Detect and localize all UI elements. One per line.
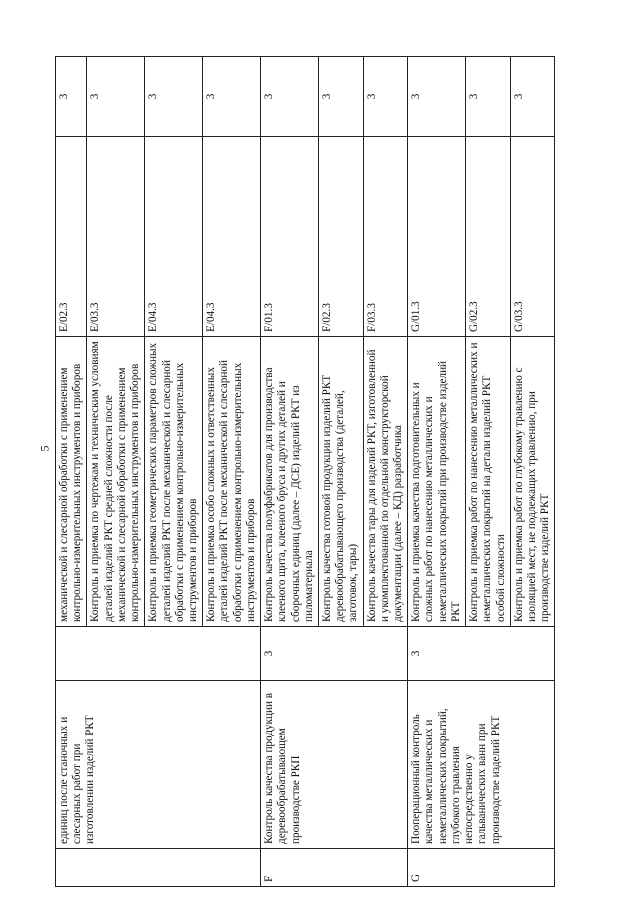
gf-name-cell: единиц после станочных и слесарных работ при изготовлении изделий РКТ xyxy=(56,681,261,849)
tf-name-cell: Контроль качества готовой продукции изделий РКТ деревообрабатывающего производства (деталей, заготовок, тары) xyxy=(318,337,363,627)
tf-name-cell: Контроль и приемка особо сложных и ответственных деталей изделий РКТ после механической и слесарной обработки с применением контрольно-измерительных инструментов и приборов xyxy=(203,337,261,627)
gf-level-cell: 3 xyxy=(408,627,555,681)
tf-code-cell: E/04.3 xyxy=(203,137,261,337)
gf-name-cell: Пооперационный контроль качества металлических и неметаллических покрытий, глубокого травления непосредственно у гальванических ванн при производстве изделий РКТ xyxy=(408,681,555,849)
gf-letter-cell: F xyxy=(261,849,408,887)
tf-name-cell: Контроль качества тары для изделий РКТ, изготовленной и укомплектованной по отдельной конструкторской документации (далее – КД) разработчика xyxy=(363,337,408,627)
tf-code-cell: E/02.3 xyxy=(56,137,87,337)
tf-name-cell: Контроль и приемка по чертежам и техническим условиям деталей изделий РКТ средней сложности после механической и слесарной обработки с применением контрольно-измерительных инструментов и приборов xyxy=(87,337,145,627)
tf-name-cell: Контроль качества полуфабрикатов для производства клееного щита, клееного бруса и других деталей и сборочных единиц (далее – ДСЕ) изделий РКТ из пиломатериала xyxy=(261,337,319,627)
tf-code-cell: G/02.3 xyxy=(466,137,511,337)
tf-name-cell: Контроль и приемка работ по глубокому травлению с изоляцией мест, не подлежащих травлению, при производстве изделий РКТ xyxy=(510,337,555,627)
tf-level-cell: 3 xyxy=(510,57,555,137)
tf-code-cell: G/03.3 xyxy=(510,137,555,337)
gf-name-cell: Контроль качества продукции в деревообрабатывающем производстве РКП xyxy=(261,681,408,849)
functions-table-rotated xyxy=(55,57,585,887)
tf-level-cell: 3 xyxy=(203,57,261,137)
table-row xyxy=(56,57,87,887)
tf-code-cell: F/02.3 xyxy=(318,137,363,337)
tf-code-cell: F/03.3 xyxy=(363,137,408,337)
tf-name-cell: Контроль и приемка работ по нанесению металлических и неметаллических покрытий на детали изделий РКТ особой сложности xyxy=(466,337,511,627)
tf-level-cell: 3 xyxy=(145,57,203,137)
tf-level-cell: 3 xyxy=(318,57,363,137)
tf-level-cell: 3 xyxy=(466,57,511,137)
tf-name-cell: Контроль и приемка качества подготовительных и сложных работ по нанесению металлических и неметаллических покрытий при производстве изделий РКТ xyxy=(408,337,466,627)
tf-level-cell: 3 xyxy=(408,57,466,137)
gf-letter-cell xyxy=(56,849,261,887)
tf-code-cell: G/01.3 xyxy=(408,137,466,337)
page-number: 5 xyxy=(37,445,52,452)
tf-level-cell: 3 xyxy=(87,57,145,137)
tf-level-cell: 3 xyxy=(261,57,319,137)
tf-code-cell: E/04.3 xyxy=(145,137,203,337)
gf-letter-cell: G xyxy=(408,849,555,887)
table-row xyxy=(261,57,319,887)
tf-code-cell: E/03.3 xyxy=(87,137,145,337)
tf-name-cell: Контроль и приемка геометрических параметров сложных деталей изделий РКТ после механической и слесарной обработки с применением контрольно-измерительных инструментов и приборов xyxy=(145,337,203,627)
tf-level-cell: 3 xyxy=(56,57,87,137)
tf-code-cell: F/01.3 xyxy=(261,137,319,337)
table-row xyxy=(408,57,466,887)
tf-level-cell: 3 xyxy=(363,57,408,137)
tf-name-cell: механической и слесарной обработки с применением контрольно-измерительных инструментов и приборов xyxy=(56,337,87,627)
gf-level-cell xyxy=(56,627,261,681)
gf-level-cell: 3 xyxy=(261,627,408,681)
functions-table xyxy=(55,56,555,887)
